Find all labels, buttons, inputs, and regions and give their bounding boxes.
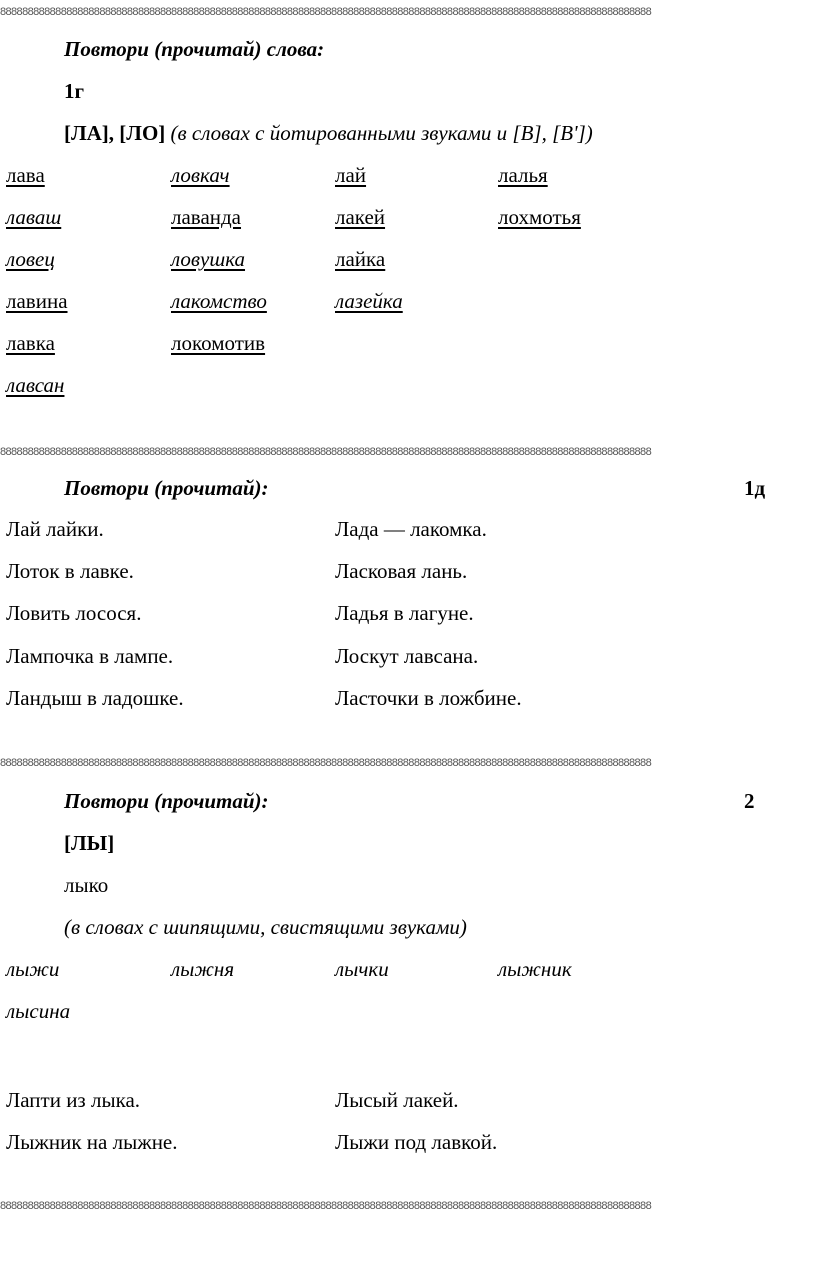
phrase-right-5: Ласточки в ложбине. [335,686,522,710]
section2-number: 1д [744,476,766,500]
word-lazeika: лазейка [335,289,403,313]
word-lyzhi: лыжи [6,957,60,981]
word-lokhmotya: лохмотья [498,205,581,229]
section1-sounds: [ЛА], [ЛО] [64,121,166,145]
phrase-left-3: Ловить лосося. [6,601,142,625]
word-lavina: лавина [6,289,68,313]
word-lavsan: лавсан [6,373,65,397]
phrase3-left-2: Лыжник на лыжне. [6,1130,178,1154]
divider-bottom: 8888888888888888888888888888888888888888888888888888888888888888888888888888888888888888888888888888888888888888888888 [0,1200,652,1212]
section1-note: (в словах с йотированными звуками и [В], [В']) [170,121,593,145]
phrase3-left-1: Лапти из лыка. [6,1088,141,1112]
word-lovushka: ловушка [171,247,246,271]
divider-top: 8888888888888888888888888888888888888888888888888888888888888888888888888888888888888888888888888888888888888888888888 [0,6,652,18]
section3-example: лыко [64,873,109,897]
section1-title: Повтори (прочитай) слова: [64,37,325,61]
phrase-right-1: Лада — лакомка. [335,517,487,541]
word-lyzhnik: лыжник [498,957,572,981]
phrase-left-5: Ландыш в ладошке. [6,686,184,710]
phrase-right-3: Ладья в лагуне. [335,601,474,625]
divider-1: 8888888888888888888888888888888888888888888888888888888888888888888888888888888888888888888888888888888888888888888888 [0,446,652,458]
word-lokomotiv: локомотив [171,331,266,355]
word-lavka: лавка [6,331,55,355]
section1-number: 1г [64,79,85,103]
phrase-right-2: Ласковая лань. [335,559,468,583]
phrase-right-4: Лоскут лавсана. [335,644,479,668]
word-lava: лава [6,163,45,187]
phrase3-right-2: Лыжи под лавкой. [335,1130,498,1154]
word-lai: лай [335,163,367,187]
section3-title: Повтори (прочитай): [64,789,269,813]
word-lavanda: лаванда [171,205,242,229]
divider-2: 8888888888888888888888888888888888888888888888888888888888888888888888888888888888888888888888888888888888888888888888 [0,757,652,769]
section3-sounds: [ЛЫ] [64,831,115,855]
word-lovets: ловец [6,247,55,271]
section3-note: (в словах с шипящими, свистящими звуками) [64,915,467,939]
word-lalya: лалья [498,163,548,187]
phrase3-right-1: Лысый лакей. [335,1088,459,1112]
word-lavash: лаваш [6,205,62,229]
word-laika: лайка [335,247,386,271]
word-lysina: лысина [6,999,71,1023]
phrase-left-1: Лай лайки. [6,517,104,541]
word-lovkach: ловкач [171,163,230,187]
phrase-left-2: Лоток в лавке. [6,559,134,583]
word-lyzhnya: лыжня [171,957,235,981]
section1-header [64,120,593,146]
word-lakomstvo: лакомство [171,289,267,313]
section3-number: 2 [744,789,755,813]
section2-title: Повтори (прочитай): [64,476,269,500]
word-lakei: лакей [335,205,386,229]
phrase-left-4: Лампочка в лампе. [6,644,174,668]
word-lychki: лычки [335,957,389,981]
